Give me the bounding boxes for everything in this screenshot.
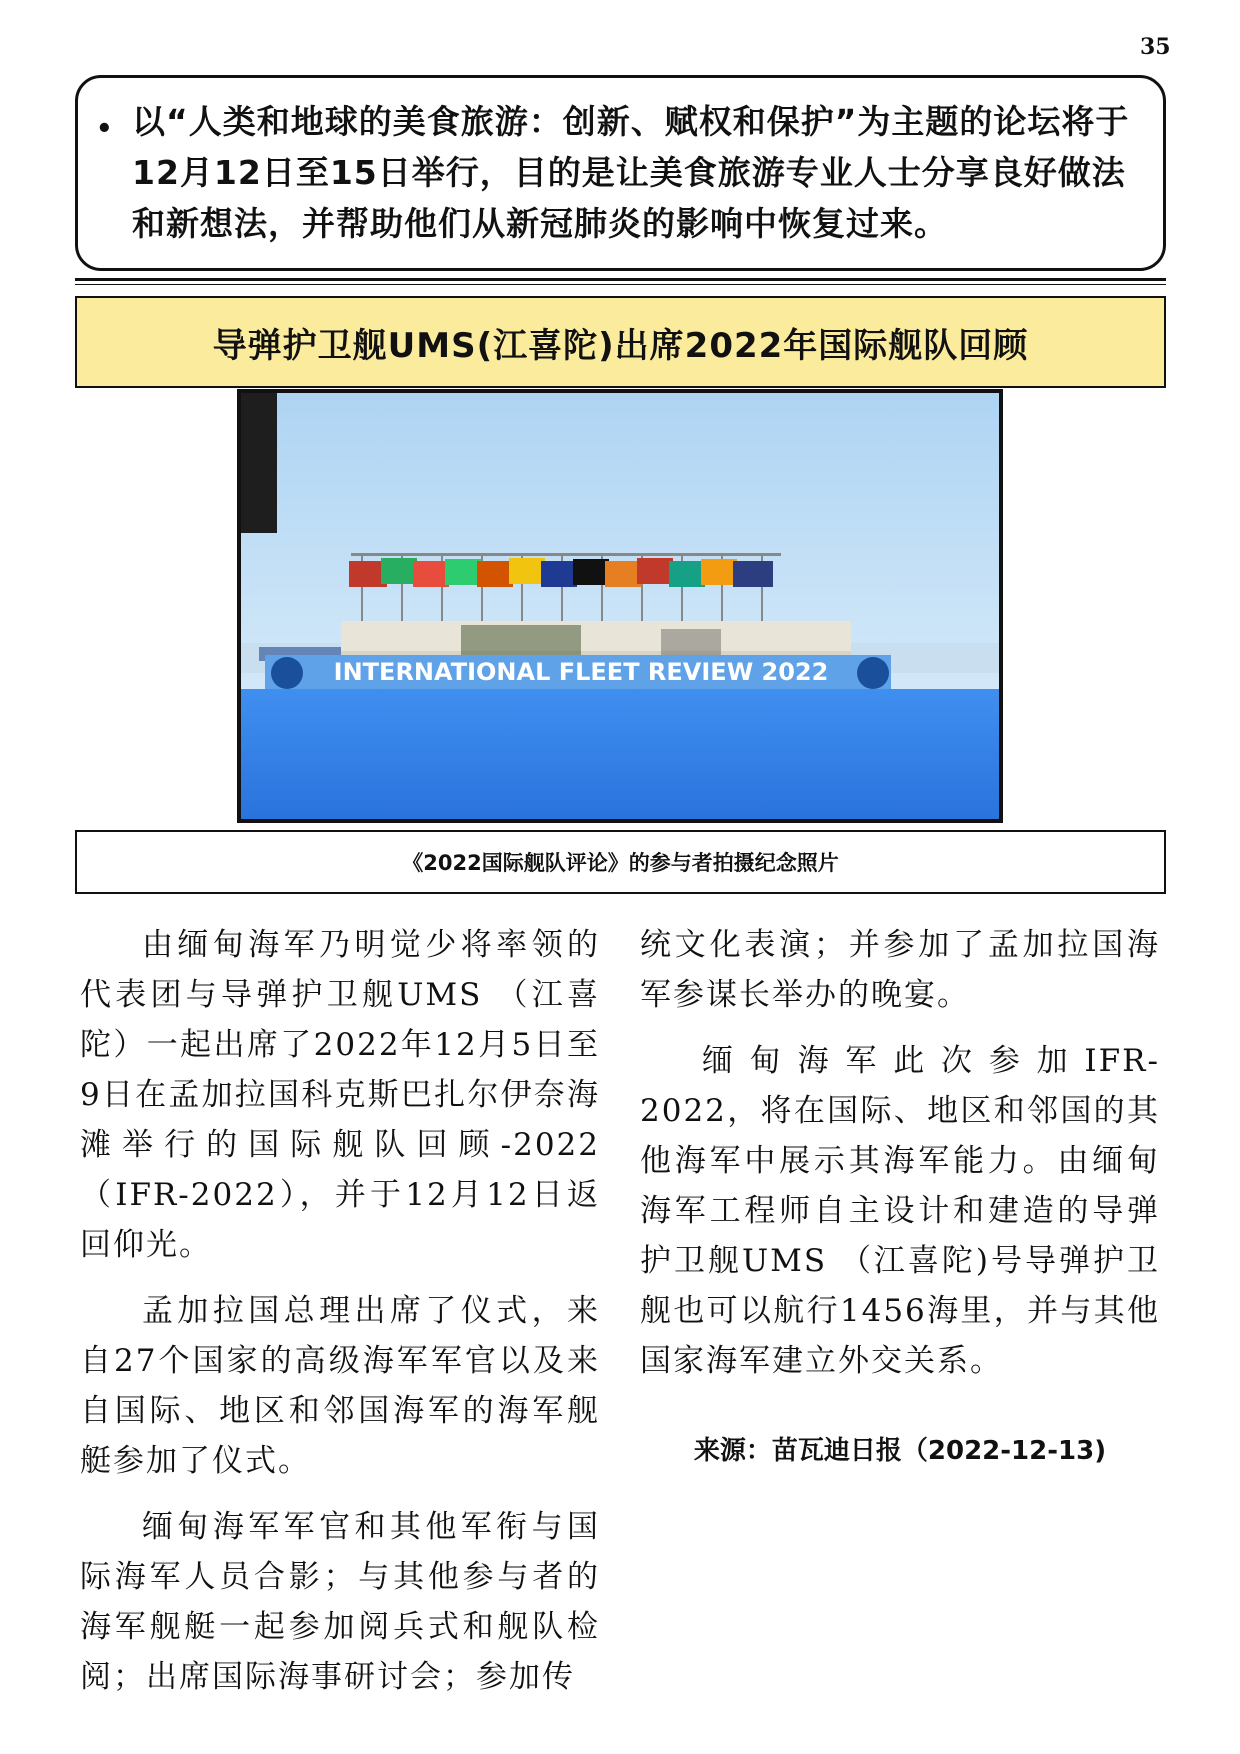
- photo-caption-box: [75, 830, 1166, 894]
- photo-caption: 《2022国际舰队评论》的参与者拍摄纪念照片: [402, 851, 839, 875]
- section-divider-thin: [75, 284, 1166, 285]
- section-divider: [75, 278, 1166, 281]
- group-photo: [237, 389, 1003, 823]
- news-brief-box: [75, 75, 1166, 271]
- article-headline-bar: [75, 296, 1166, 388]
- group-photo-illustration: [241, 393, 999, 819]
- bullet-icon: •: [96, 114, 113, 144]
- page-number: 35: [1140, 34, 1171, 60]
- paragraph: 由缅甸海军乃明觉少将率领的代表团与导弹护卫舰UMS （江喜陀）一起出席了2022年12月5日至9日在孟加拉国科克斯巴扎尔伊奈海滩举行的国际舰队回顾-2022（IFR-2022），并于12月12日返回仰光。: [80, 927, 600, 1263]
- blue-carpet: [241, 689, 999, 819]
- article-headline: 导弹护卫舰UMS(江喜陀)出席2022年国际舰队回顾: [212, 325, 1029, 366]
- paragraph: 缅甸海军此次参加IFR-2022，将在国际、地区和邻国的其他海军中展示其海军能力。由缅甸海军工程师自主设计和建造的导弹护卫舰UMS （江喜陀)号导弹护卫舰也可以航行1456海里，并与其他国家海军建立外交关系。: [640, 1043, 1160, 1379]
- article-column-left: [80, 920, 600, 1718]
- banner-text: INTERNATIONAL FLEET REVIEW 2022: [333, 658, 829, 686]
- paragraph: 缅甸海军军官和其他军衔与国际海军人员合影；与其他参与者的海军舰艇一起参加阅兵式和舰队检阅；出席国际海事研讨会；参加传: [80, 1509, 600, 1695]
- news-brief-text: 以“人类和地球的美食旅游：创新、赋权和保护”为主题的论坛将于12月12日至15日举行，目的是让美食旅游专业人士分享良好做法和新想法，并帮助他们从新冠肺炎的影响中恢复过来。: [132, 102, 1130, 243]
- article-column-right: [640, 920, 1160, 1402]
- paragraph: 统文化表演；并参加了孟加拉国海军参谋长举办的晚宴。: [640, 927, 1160, 1013]
- article-source: 来源：苗瓦迪日报（2022-12-13): [693, 1436, 1107, 1466]
- paragraph: 孟加拉国总理出席了仪式，来自27个国家的高级海军军官以及来自国际、地区和邻国海军的海军舰艇参加了仪式。: [80, 1293, 600, 1479]
- camera-obstruction: [241, 393, 277, 533]
